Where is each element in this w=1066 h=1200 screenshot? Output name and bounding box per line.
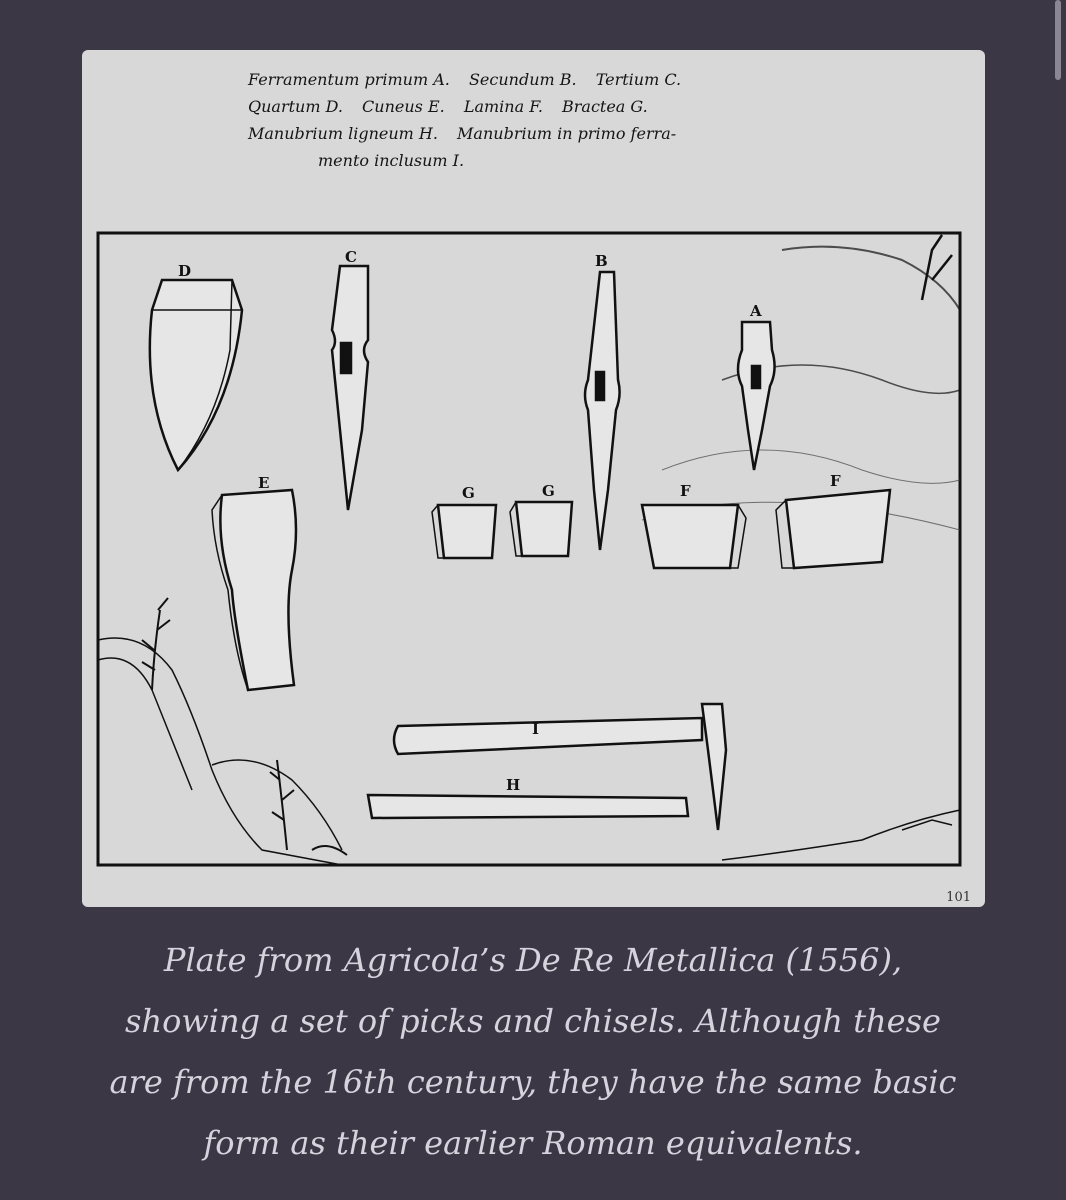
legend-entry: Manubrium in primo ferra-	[457, 124, 677, 143]
legend-entry: Quartum D.	[248, 97, 343, 116]
tool-e-wedge	[212, 490, 296, 690]
hillside-left	[98, 638, 342, 865]
label-i: I	[532, 720, 540, 738]
figure-legend	[248, 66, 968, 174]
woodcut-illustration	[82, 50, 985, 907]
page-number: 101	[946, 890, 971, 905]
caption-line: showing a set of picks and chisels. Although these	[125, 1002, 941, 1040]
legend-row-3	[248, 120, 968, 147]
label-a: A	[750, 302, 762, 320]
label-e: E	[258, 474, 270, 492]
tool-b-pick	[585, 272, 620, 550]
legend-entry: Secundum B.	[468, 70, 577, 89]
caption-line: form as their earlier Roman equivalents.	[203, 1124, 863, 1162]
legend-entry: Cuneus E.	[362, 97, 445, 116]
plant-left	[142, 598, 170, 690]
tool-h-handle	[368, 795, 688, 818]
label-c: C	[345, 248, 357, 266]
label-b: B	[595, 252, 608, 270]
tool-c-pick	[332, 266, 368, 510]
label-f1: F	[680, 482, 691, 500]
legend-entry: Ferramentum primum A.	[248, 70, 450, 89]
legend-row-4	[248, 147, 968, 174]
tool-d-chisel	[150, 280, 242, 470]
legend-row-1	[248, 66, 968, 93]
legend-entry: Bractea G.	[562, 97, 648, 116]
ground-right	[722, 810, 960, 860]
tool-a-pick	[738, 322, 775, 470]
tool-g-plates	[432, 502, 572, 558]
legend-entry: Manubrium ligneum H.	[248, 124, 438, 143]
tool-f-plates	[642, 490, 890, 568]
label-d: D	[178, 262, 192, 280]
legend-entry: mento inclusum I.	[318, 151, 465, 170]
label-h: H	[506, 776, 521, 794]
caption-line: Plate from Agricola’s De Re Metallica (1556),	[163, 941, 903, 979]
legend-entry: Lamina F.	[463, 97, 543, 116]
caption-line: are from the 16th century, they have the same basic	[109, 1063, 957, 1101]
scrollbar[interactable]	[1055, 0, 1061, 80]
label-g2: G	[542, 482, 555, 500]
figure-plate	[82, 50, 985, 907]
label-f2: F	[830, 472, 841, 490]
label-g1: G	[462, 484, 475, 502]
figure-caption	[70, 930, 996, 1174]
legend-row-2	[248, 93, 968, 120]
legend-entry: Tertium C.	[595, 70, 682, 89]
plant-bottom	[270, 760, 347, 855]
tree-right	[922, 235, 952, 300]
